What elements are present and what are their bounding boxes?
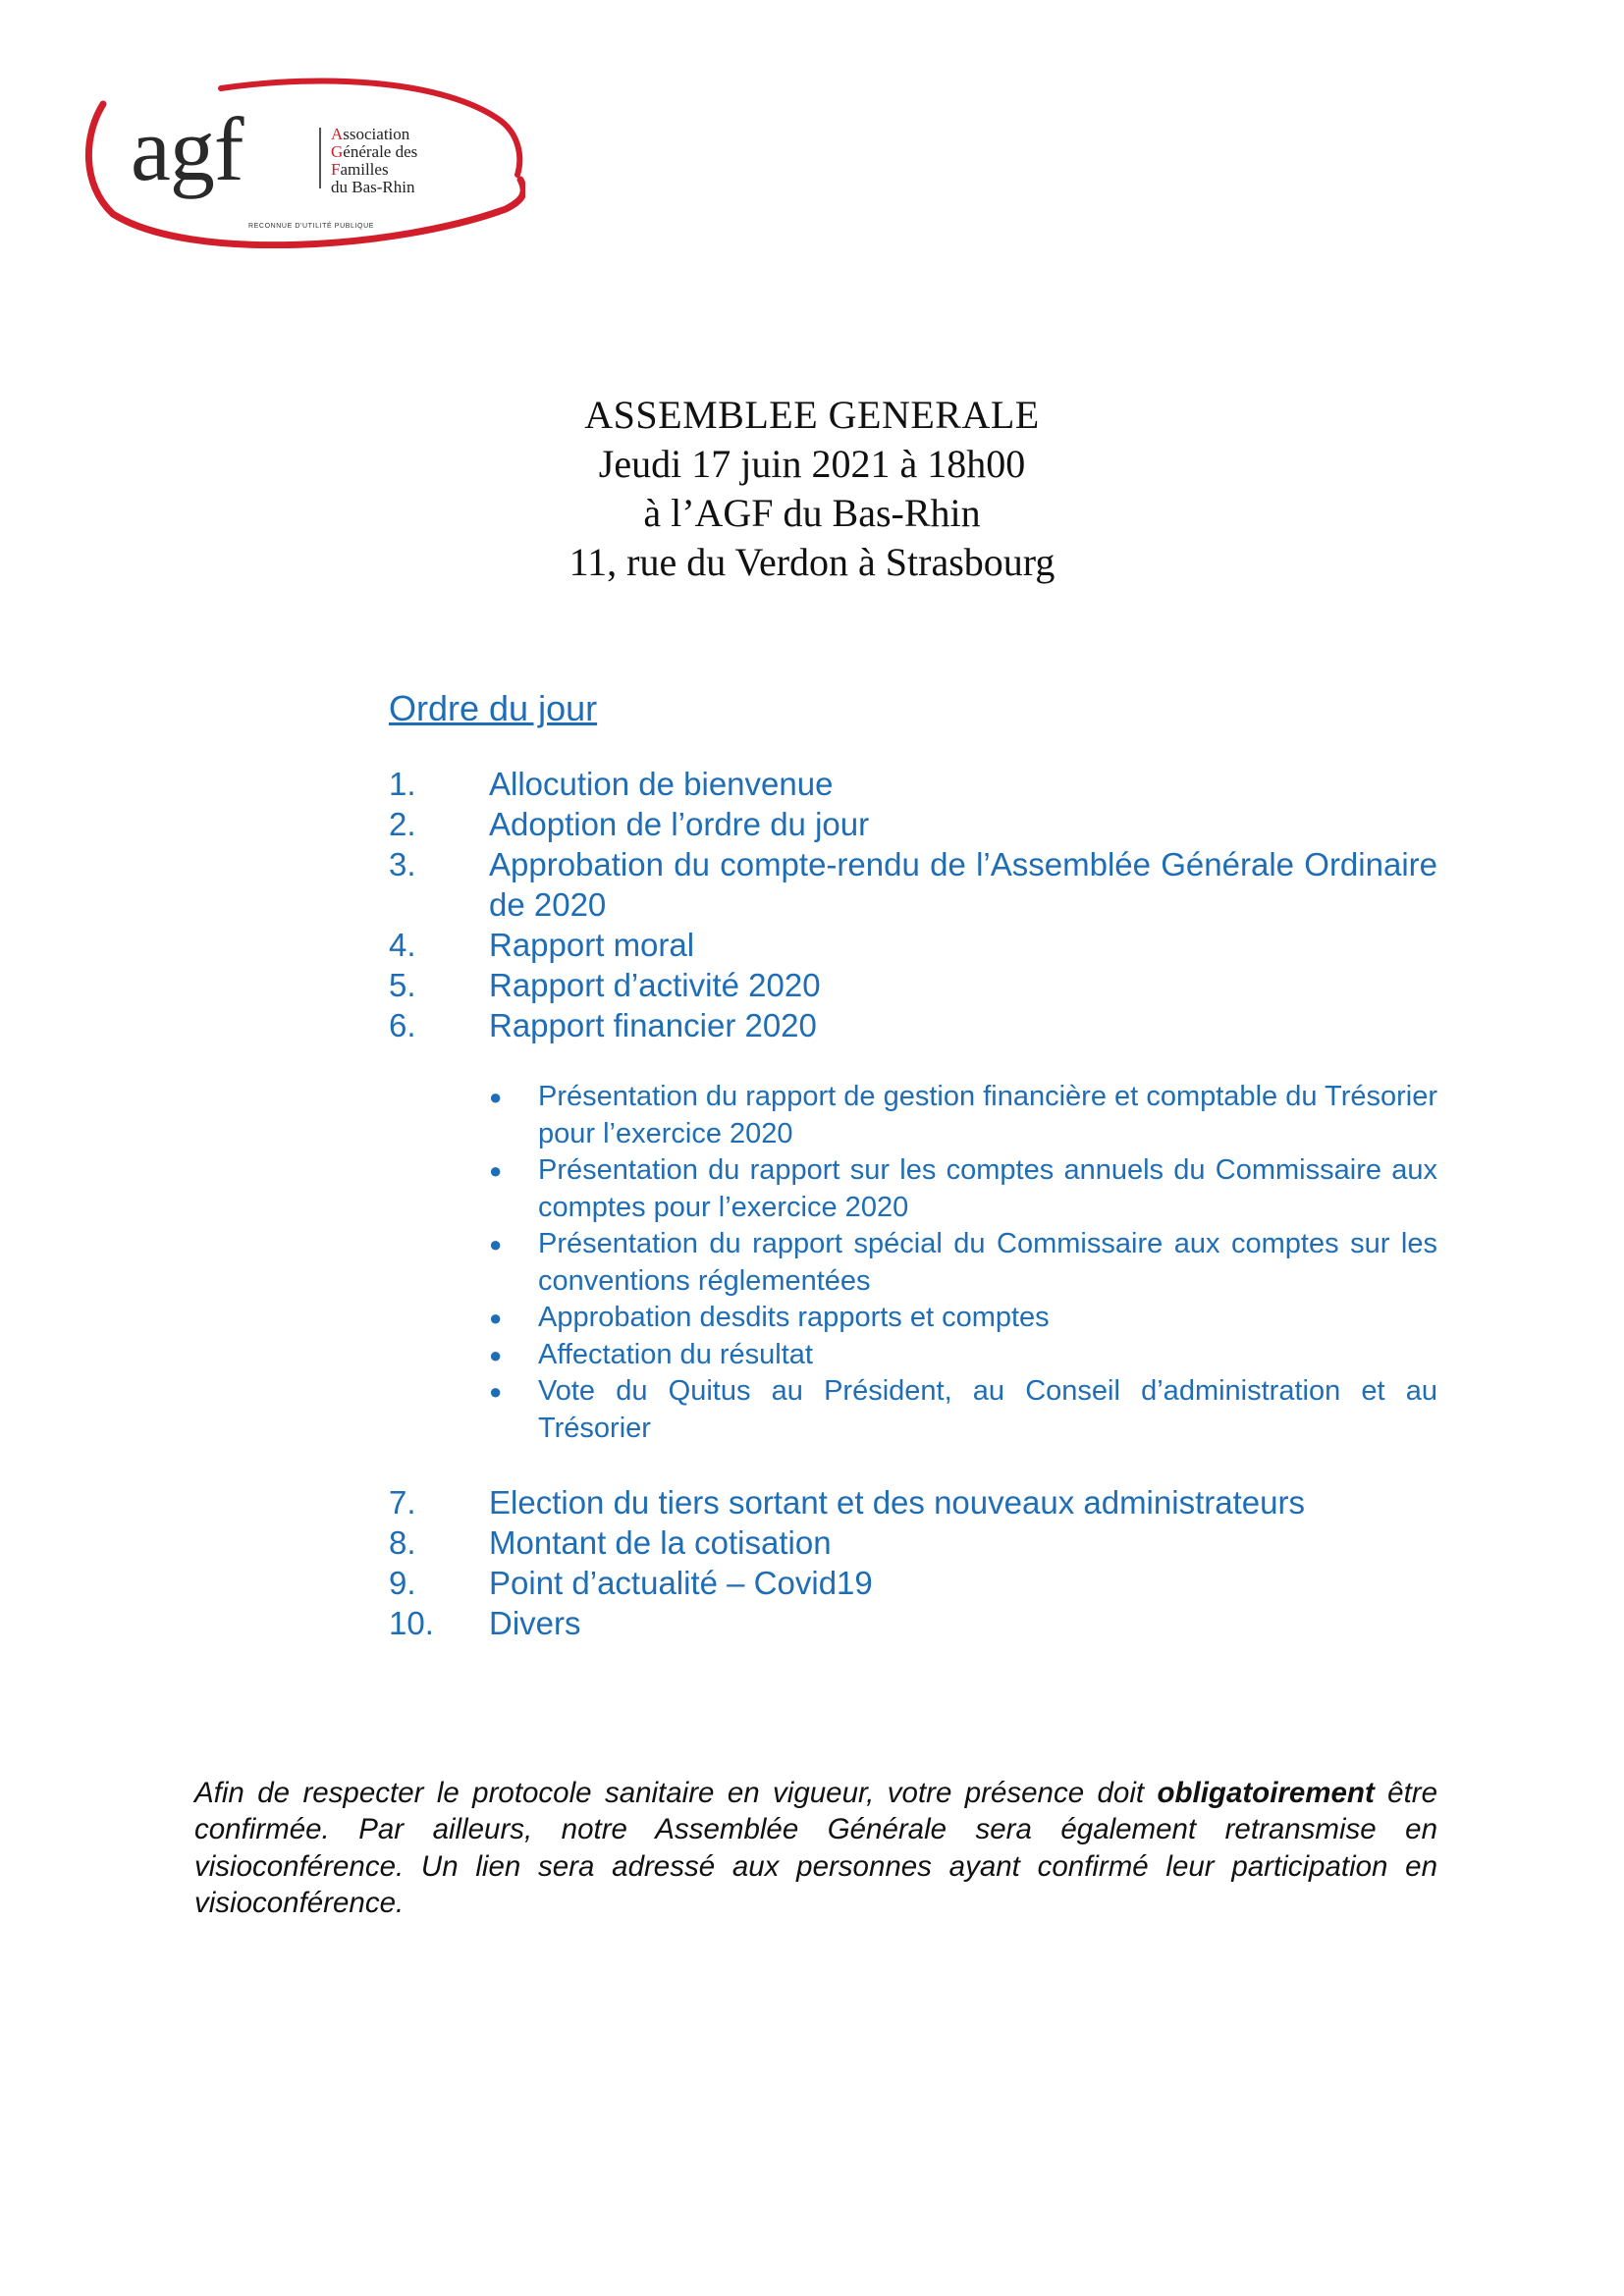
sub-list-item (489, 1226, 1437, 1300)
agenda-item (389, 1522, 1437, 1563)
sub-list-item (489, 1152, 1437, 1226)
agenda-item (389, 965, 1437, 1005)
agenda-item-number: 9. (389, 1565, 416, 1601)
agenda-item (389, 1482, 1437, 1522)
financial-report-sublist (489, 1079, 1437, 1447)
agenda-item-number: 3. (389, 846, 416, 882)
agenda-item-number: 8. (389, 1524, 416, 1561)
sub-item-label: Vote du Quitus au Président, au Conseil d’administration et au Trésorier (538, 1375, 1437, 1444)
meeting-address: 11, rue du Verdon à Strasbourg (568, 540, 1056, 584)
meeting-date: Jeudi 17 juin 2021 à 18h00 (598, 442, 1026, 486)
sub-item-label: Approbation desdits rapports et comptes (538, 1302, 1050, 1333)
attendance-notice (194, 1775, 1437, 1922)
agenda-item-label: Adoption de l’ordre du jour (489, 806, 870, 842)
agenda-item-number: 1. (389, 766, 416, 802)
agenda-item-number: 7. (389, 1484, 416, 1521)
sub-list-item (489, 1373, 1437, 1447)
notice-text-part1: Afin de respecter le protocole sanitaire en vigueur, votre présence doit (194, 1776, 1158, 1809)
agenda-item-label: Point d’actualité – Covid19 (489, 1565, 873, 1601)
sub-list-item (489, 1300, 1437, 1337)
sub-item-label: Présentation du rapport sur les comptes annuels du Commissaire aux comptes pour l’exercice 2020 (538, 1154, 1437, 1223)
bullet-icon: ● (489, 1342, 503, 1367)
notice-text-part2: être confirmée. Par ailleurs, notre Assemblée Générale sera également retransmise en visioconférence. Un lien sera adressé aux personnes ayant confirmé leur participation en visioconférence. (194, 1776, 1438, 1919)
agenda-item (389, 764, 1437, 804)
agenda-item-label: Rapport moral (489, 927, 695, 963)
agf-logo (74, 77, 525, 248)
agenda-item-number: 10. (389, 1605, 434, 1641)
bullet-icon: ● (489, 1085, 503, 1109)
agenda-item (389, 804, 1437, 844)
agenda-item (389, 1603, 1437, 1643)
logo-tagline: RECONNUE D'UTILITÉ PUBLIQUE (248, 223, 374, 230)
bullet-icon: ● (489, 1158, 503, 1183)
sub-list-item (489, 1079, 1437, 1152)
meeting-venue: à l’AGF du Bas-Rhin (643, 491, 981, 535)
agenda-item (389, 844, 1437, 925)
sub-item-label: Présentation du rapport spécial du Commissaire aux comptes sur les conventions réglementées (538, 1228, 1437, 1297)
sub-item-label: Présentation du rapport de gestion financière et comptable du Trésorier pour l’exercice 2020 (538, 1081, 1437, 1149)
agenda-item-label: Montant de la cotisation (489, 1524, 832, 1561)
agenda-item-label: Divers (489, 1605, 581, 1641)
agenda-item (389, 1005, 1437, 1045)
agenda-item-number: 2. (389, 806, 416, 842)
agenda-item-label: Approbation du compte-rendu de l’Assemblée Générale Ordinaire de 2020 (489, 846, 1437, 923)
bullet-icon: ● (489, 1232, 503, 1256)
agenda-heading: Ordre du jour (389, 688, 598, 728)
agenda-item-number: 4. (389, 927, 416, 963)
agenda-item-label: Rapport financier 2020 (489, 1007, 817, 1043)
agenda-item-label: Election du tiers sortant et des nouveaux administrateurs (489, 1484, 1305, 1521)
sub-list-item (489, 1337, 1437, 1374)
meeting-title: ASSEMBLEE GENERALE (584, 393, 1040, 437)
agenda (389, 687, 1437, 1643)
agenda-item-number: 5. (389, 967, 416, 1003)
bullet-icon: ● (489, 1306, 503, 1330)
meeting-header (0, 391, 1624, 587)
agenda-item-label: Allocution de bienvenue (489, 766, 834, 802)
logo-organization-name: Association Générale des Familles du Bas-Rhin (331, 125, 418, 196)
bullet-icon: ● (489, 1379, 503, 1404)
logo-brand: agf (131, 99, 244, 199)
sub-item-label: Affectation du résultat (538, 1338, 813, 1370)
notice-emphasis: obligatoirement (1157, 1776, 1375, 1809)
agenda-list-main (389, 764, 1437, 1045)
agenda-item (389, 1563, 1437, 1603)
agenda-item-label: Rapport d’activité 2020 (489, 967, 821, 1003)
agenda-item (389, 925, 1437, 965)
logo-separator (319, 128, 321, 188)
agenda-list-continued (389, 1482, 1437, 1643)
agenda-item-number: 6. (389, 1007, 416, 1043)
